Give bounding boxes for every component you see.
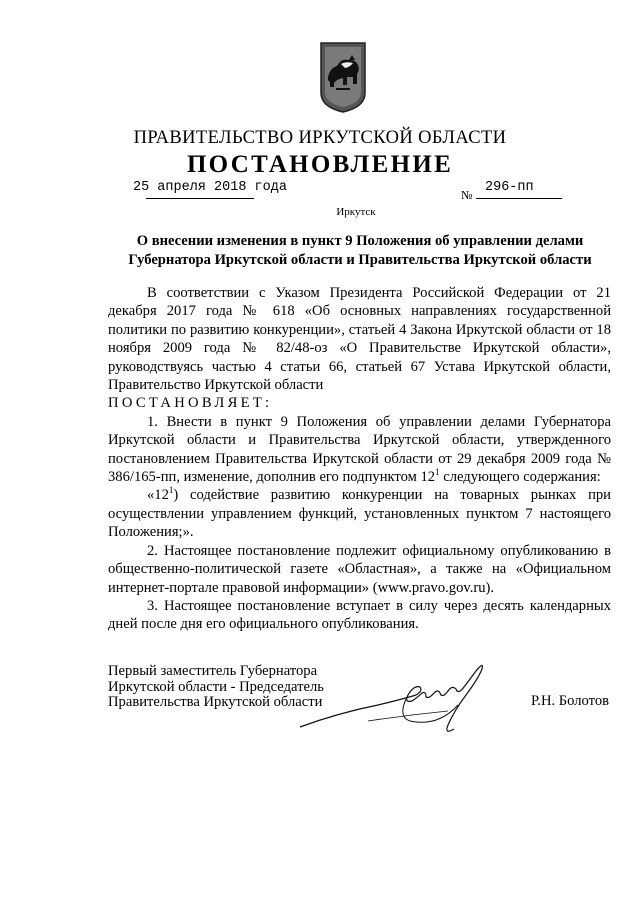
title-line-2: Губернатора Иркутской области и Правительства Иркутской области [128,252,592,268]
city: Иркутск [336,206,376,218]
decree-number: 296-пп [485,180,534,195]
document-type: ПОСТАНОВЛЕНИЕ [186,151,454,178]
position-line-2: Иркутской области - Председатель [108,678,324,695]
quoted-subitem-paragraph [108,486,611,541]
signatory-name: Р.Н. Болотов [531,693,610,709]
decree-date: 25 апреля 2018 года [133,180,287,195]
item-1-paragraph [108,413,611,487]
resolves-heading: ПОСТАНОВЛЯЕТ: [108,395,273,412]
number-underline [476,198,562,199]
item-3-paragraph: 3. Настоящее постановление вступает в силу через десять календарных дней после дня его официального опубликования. [108,597,611,633]
title-line-1: О внесении изменения в пункт 9 Положения об управлении делами [136,233,584,249]
item-1-superscript: 1 [435,467,440,478]
government-name: ПРАВИТЕЛЬСТВО ИРКУТСКОЙ ОБЛАСТИ [133,128,507,148]
item-2-paragraph: 2. Настоящее постановление подлежит официальному опубликованию в общественно-политической газете «Областная», а также на «Официальном интернет-портале правовой информации» (www.pravo.gov.ru). [108,542,611,596]
quote-superscript: 1 [168,485,174,496]
handwritten-signature-icon [298,655,498,745]
number-sign: № [461,188,473,202]
coat-of-arms-icon [319,41,367,114]
item-1-text: 1. Внести в пункт 9 Положения об управлении делами Губернатора Иркутской области и Правительства Иркутской области, утвержденного постановлением Правительства Иркутской области от 29 декабря 2009 года № 386/165-пп, изменение, дополнив его подпунктом 12 [108,413,611,486]
position-line-1: Первый заместитель Губернатора [108,663,318,679]
quote-text: ) содействие развитию конкуренции на товарных рынках при осуществлении управлением функций, установленных пунктом 7 настоящего Положения;». [108,487,611,541]
quote-start: «12 [147,487,169,504]
date-underline [146,198,254,199]
position-line-3: Правительства Иркутской области [108,694,323,710]
preamble-paragraph: В соответствии с Указом Президента Российской Федерации от 21 декабря 2017 года № 618 «Об основных направлениях государственной политики по развитию конкуренции», статьей 4 Закона Иркутской области от 18 ноября 2009 года № 82/48-оз «О Правительстве Иркутской области», руководствуясь частью 4 статьи 66, статьей 67 Устава Иркутской области, Правительство Иркутской области [108,285,611,394]
signatory-position [108,664,324,711]
item-1-text-end: следующего содержания: [439,469,601,486]
decree-title [110,232,610,270]
decree-body [108,284,611,634]
